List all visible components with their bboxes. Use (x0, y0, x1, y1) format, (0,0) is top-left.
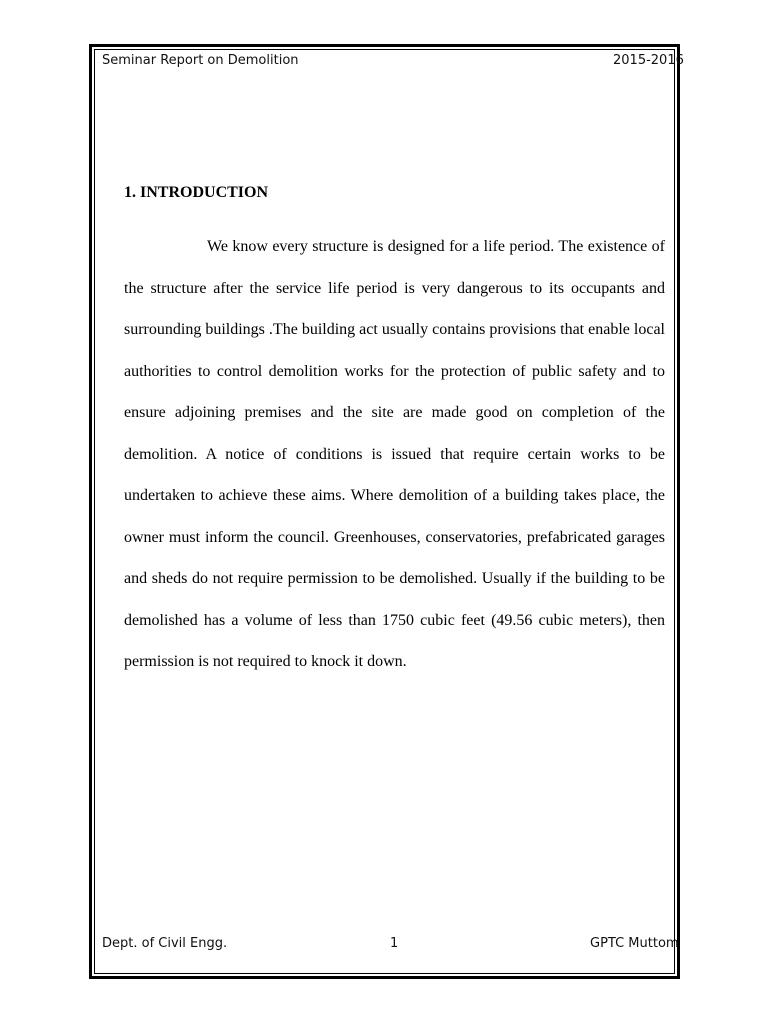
footer-department: Dept. of Civil Engg. (102, 936, 228, 951)
header-academic-year: 2015-2016 (613, 53, 684, 68)
footer-page-number: 1 (390, 936, 399, 951)
footer-institution: GPTC Muttom (590, 936, 679, 951)
section-heading: 1. INTRODUCTION (124, 184, 269, 201)
header-report-title: Seminar Report on Demolition (102, 53, 299, 68)
introduction-paragraph: We know every structure is designed for a life period. The existence of the structure after the service life period is very dangerous to its occupants and surrounding buildings .The building act usually contains provisions that enable local authorities to control demolition works for the protection of public safety and to ensure adjoining premises and the site are made good on completion of the demolition. A notice of conditions is issued that require certain works to be undertaken to achieve these aims. Where demolition of a building takes place, the owner must inform the council. Greenhouses, conservatories, prefabricated garages and sheds do not require permission to be demolished. Usually if the building to be demolished has a volume of less than 1750 cubic feet (49.56 cubic meters), then permission is not required to knock it down. (124, 238, 665, 670)
